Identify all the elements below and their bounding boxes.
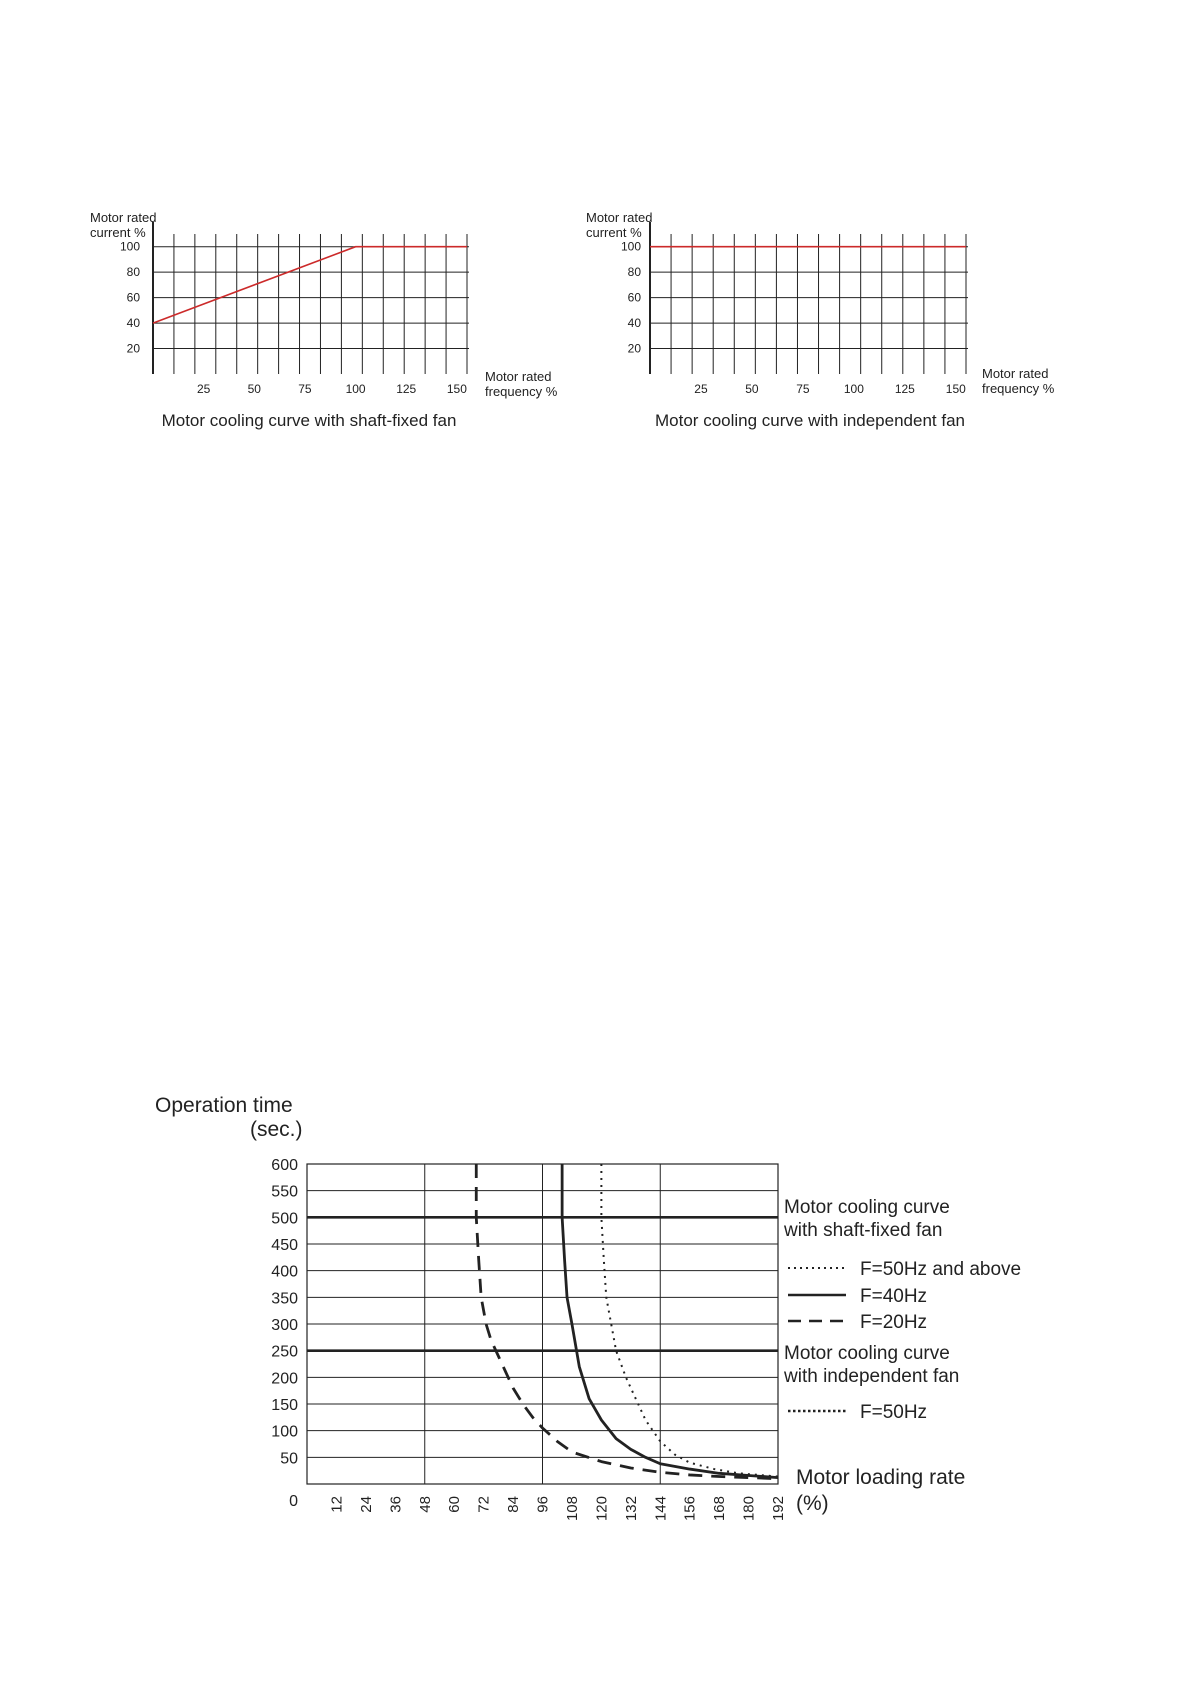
chart-independent-fan — [586, 210, 1055, 430]
c3-x-tick-144: 144 — [652, 1496, 670, 1522]
c3-x-tick-96: 96 — [534, 1496, 552, 1513]
c1-x-tick-150: 150 — [446, 382, 467, 396]
c2-ylabel-line1: Motor rated — [586, 210, 653, 225]
c3-y-tick-250: 250 — [271, 1343, 298, 1361]
c3-x-tick-84: 84 — [505, 1496, 523, 1513]
c3-x-tick-120: 120 — [593, 1496, 611, 1522]
c1-x-tick-25: 25 — [196, 382, 211, 396]
c2-ylabel-line2: current % — [586, 225, 642, 240]
c2-x-tick-25: 25 — [694, 382, 708, 396]
c2-y-tick-20: 20 — [627, 341, 641, 356]
c2-x-tick-75: 75 — [796, 382, 810, 396]
c2-x-tick-100: 100 — [843, 382, 864, 396]
c2-xlabel-line2: frequency % — [982, 381, 1055, 396]
c3-y-tick-300: 300 — [271, 1317, 298, 1334]
c3-x-tick-192: 192 — [770, 1496, 787, 1522]
c1-ylabel-line1: Motor rated — [90, 210, 157, 225]
c3-legend-label-50hz-above: F=50Hz and above — [860, 1259, 1022, 1280]
c1-grid — [153, 222, 469, 374]
chart-shaft-fixed-fan — [90, 210, 558, 430]
c3-x-tick-36: 36 — [387, 1496, 405, 1513]
c3-grid — [307, 1164, 778, 1484]
c3-legend-label-40hz: F=40Hz — [860, 1286, 928, 1307]
c3-x-tick-180: 180 — [740, 1496, 758, 1522]
c1-y-tick-100: 100 — [119, 239, 140, 254]
c3-y-tick-labels — [271, 1157, 298, 1510]
c3-y-tick-450: 450 — [271, 1237, 298, 1254]
c2-x-tick-50: 50 — [745, 382, 759, 396]
c1-title: Motor cooling curve with shaft-fixed fan — [161, 411, 457, 430]
c2-y-tick-40: 40 — [627, 316, 641, 331]
c3-x-tick-24: 24 — [357, 1496, 375, 1513]
c3-y-tick-100: 100 — [271, 1423, 298, 1441]
c3-y-tick-500: 500 — [271, 1210, 298, 1228]
c2-grid — [650, 222, 968, 374]
c2-x-tick-labels — [694, 382, 966, 396]
c3-x-tick-48: 48 — [416, 1496, 434, 1513]
c1-y-tick-40: 40 — [126, 316, 140, 331]
c3-y-tick-50: 50 — [280, 1450, 298, 1468]
c1-xlabel-line1: Motor rated — [485, 369, 552, 384]
c3-x-tick-168: 168 — [711, 1496, 729, 1522]
c3-title-line2: (sec.) — [250, 1118, 303, 1141]
c2-x-tick-150: 150 — [945, 382, 966, 396]
c3-x-tick-72: 72 — [475, 1496, 493, 1513]
c1-y-tick-20: 20 — [126, 341, 140, 356]
c3-y-tick-400: 400 — [271, 1263, 298, 1281]
c3-series-dashed-line — [476, 1164, 778, 1479]
c1-ylabel-line2: current % — [90, 225, 146, 240]
c3-series — [476, 1164, 778, 1479]
c3-y-tick-0: 0 — [289, 1493, 298, 1510]
c3-x-tick-132: 132 — [622, 1496, 640, 1522]
c1-x-tick-50: 50 — [247, 382, 261, 396]
c2-x-tick-125: 125 — [894, 382, 915, 396]
c3-ref2-label-line2: with independent fan — [784, 1366, 960, 1387]
c3-x-tick-12: 12 — [328, 1496, 346, 1513]
c2-xlabel-line1: Motor rated — [982, 366, 1049, 381]
c3-x-tick-156: 156 — [681, 1496, 699, 1522]
c3-x-tick-108: 108 — [563, 1496, 581, 1522]
c3-ref1-label-line2: with shaft-fixed fan — [784, 1220, 943, 1241]
c3-legend-label-50hz: F=50Hz — [860, 1402, 928, 1423]
c1-x-tick-labels — [197, 382, 467, 396]
c2-y-tick-100: 100 — [620, 239, 641, 254]
c3-y-tick-350: 350 — [271, 1290, 298, 1308]
c2-y-tick-labels — [621, 240, 641, 356]
c3-x-tick-60: 60 — [446, 1496, 464, 1513]
c1-y-tick-80: 80 — [126, 265, 140, 280]
c1-series-line — [153, 247, 467, 323]
c3-y-tick-200: 200 — [271, 1370, 298, 1388]
c3-ref1-label-line1: Motor cooling curve — [784, 1197, 950, 1218]
c2-title: Motor cooling curve with independent fan — [655, 411, 965, 430]
c3-y-tick-150: 150 — [271, 1397, 298, 1414]
c1-x-tick-125: 125 — [396, 382, 417, 396]
c2-y-tick-60: 60 — [627, 290, 641, 305]
c2-y-tick-80: 80 — [627, 265, 641, 280]
c3-y-tick-600: 600 — [271, 1157, 298, 1174]
c1-x-tick-100: 100 — [345, 382, 366, 396]
c3-series-dotted-line — [601, 1164, 778, 1477]
c3-ref2-label-line1: Motor cooling curve — [784, 1343, 950, 1364]
c3-xlabel-line1: Motor loading rate — [796, 1466, 966, 1489]
c3-x-tick-labels — [328, 1496, 787, 1521]
c3-y-tick-550: 550 — [271, 1183, 298, 1201]
c1-x-tick-75: 75 — [298, 382, 312, 396]
chart-operation-time — [155, 1094, 1021, 1521]
c1-y-tick-labels — [120, 240, 140, 356]
c3-xlabel-line2: (%) — [796, 1492, 829, 1515]
c3-legend-label-20hz: F=20Hz — [860, 1312, 928, 1333]
c3-title-line1: Operation time — [155, 1094, 293, 1117]
c1-y-tick-60: 60 — [126, 290, 140, 305]
c1-xlabel-line2: frequency % — [485, 384, 558, 399]
